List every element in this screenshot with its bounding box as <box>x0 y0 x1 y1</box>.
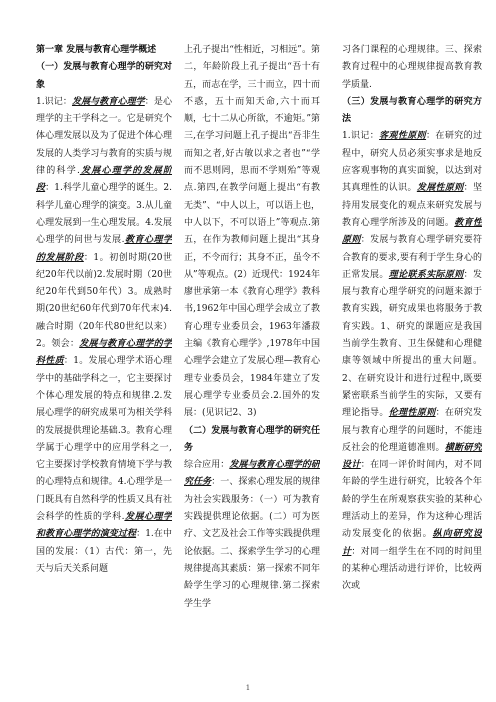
key-term: 发展与教育心理学的研究任务 <box>184 460 320 488</box>
key-term: 发展与教育心理学 <box>71 96 145 107</box>
text-column-3 <box>342 42 482 682</box>
body-text: ：一、探索心理发展的规律为社会实践服务：（一）可为教育实践提供理论依据。(二）可为医疗、文艺及社会工作等实践提供理论依据。二、探索学生学习的心理规律提高其素质：第一探索不同年龄学生学习的心理规律.第二探索学生学 <box>184 477 320 609</box>
body-text: ：在研究的过程中，研究人员必须实事求是地反应客观事物的真实面貌，以达到对其真理性的认识。 <box>342 131 482 194</box>
body-text: ：在研究发展与教育心理学的问题时，不能违反社会的伦理道德准则。 <box>342 408 482 453</box>
body-text: ：是心理学的主干学科之一。它是研究个体心理发展以及为了促进个体心理发展的人类学习与教育的实质与规律的科学. <box>36 96 172 177</box>
key-term: 伦理性原则 <box>388 408 436 419</box>
body-text: ：发展与教育心理学研究要符合教育的要求,要有利于学生身心的正常发展。 <box>342 235 482 280</box>
section-heading: （二）发展与教育心理学的研究任务 <box>184 425 320 453</box>
chapter-heading: 第一章 发展与教育心理学概述 <box>36 45 157 55</box>
key-term: 客观性原则 <box>379 131 427 142</box>
body-text: 综合应用： <box>184 460 230 471</box>
key-term: 纵向研究设计 <box>342 529 482 557</box>
body-text: 1.识记： <box>36 96 72 107</box>
body-text: 习各门课程的心理规律。三、探索教育过程中的心理规律提高教育教学质量. <box>342 45 482 90</box>
key-term: 理论联系实际原则 <box>388 269 464 280</box>
body-text: ：对同一组学生在不同的时间里的某种心理活动进行评价，比较两次或 <box>342 546 482 592</box>
key-term: 发展心理学和教育心理学的演变过程 <box>36 512 172 540</box>
key-term: 横断研究设计 <box>342 442 482 471</box>
body-text: ：坚持用发展变化的观点来研究发展与教育心理学所涉及的问题。 <box>342 183 482 228</box>
key-term: 教育心理学的发展阶段 <box>36 235 172 263</box>
key-term: 发展性原则 <box>416 183 464 194</box>
body-text: ：1.在中国的发展：（1）古代：第一，先天与后天关系问题 <box>36 529 172 574</box>
text-column-1 <box>36 42 172 682</box>
body-text: ：1。发展心理学术语心理学中的基础学科之一，它主要探讨个体心理发展的特点和规律.2.发展心理学的研究成果可为相关学科的发展提供理论基础.3。教育心理学属于心理学中的应用学科之一,它主要探讨学校教育情境下学与教的心理特点和规律。4.心理学是一门既具有自然科学的性质又具有社会科学的性质的学科. <box>36 356 172 523</box>
key-term: 教育性原则 <box>342 217 482 246</box>
body-text: ：1.科学儿童心理学的诞生。2.科学儿童心理学的演变。3.从儿童心理发展到一生心理发展。4.发展心理学的问世与发展. <box>36 183 172 246</box>
section-heading: （一）发展与教育心理学的研究对象 <box>36 62 172 90</box>
body-text: ：发展与教育心理学研究的问题来源于教育实践，研究成果也将服务于教育实践。1、研究的课题应是我国当前学生教育、卫生保健和心理健康等领域中所提出的重大问题。2、在研究设计和进行过程中,既要紧密联系当前学生的实际，又要有理论指导。 <box>342 269 482 419</box>
body-text: 上孔子提出“性相近，习相远”。第二，年龄阶段上孔子提出“吾十有五，而志在学，三十而立，四十而不惑，五十而知天命,六十而耳顺，七十二从心所欲，不逾矩。”第三,在学习问题上孔子提出“吾非生而知之者,好古敏以求之者也”“学而不思则罔，思而不学则殆”等观点.第四,在教学问题上提出“有教无类”、“中人以上，可以语上也，中人以下，不可以语上”等观点.第五，在作为教师问题上提出“其身正，不令而行；其身不正，虽令不从”等观点。(2）近现代：1924年廖世承第一本《教育心理学》教科书,1962年中国心理学会成立了教育心理专业委员会，1963年潘菽主编《教育心理学》,1978年中国心理学会建立了发展心理—教育心理专业委员会，1984年建立了发展心理学专业委员会.2.国外的发展：(见识记2、3) <box>184 45 320 419</box>
body-text: ：在同一评价时间内，对不同年龄的学生进行研究，比较各个年龄的学生在所观察获实验的某种心理活动上的差异，作为这种心理活动发展变化的依据。 <box>342 460 482 540</box>
body-text: 2。领会： <box>36 339 80 350</box>
key-term: 发展与教育心理学的学科性质 <box>36 339 172 367</box>
body-text: 1.识记： <box>342 131 380 142</box>
page-number: 1 <box>245 684 251 692</box>
text-column-2 <box>184 42 320 682</box>
section-heading: （三）发展与教育心理学的研究方法 <box>342 96 482 125</box>
body-text: ：1。初创时期(20世纪20年代以前)2.发展时期（20世纪20年代到50年代）3。成熟时期(20世纪60年代到70年代末)4.融合时期（20年代80世纪以来） <box>36 252 172 332</box>
key-term: 发展心理学的发展阶段 <box>36 166 172 194</box>
